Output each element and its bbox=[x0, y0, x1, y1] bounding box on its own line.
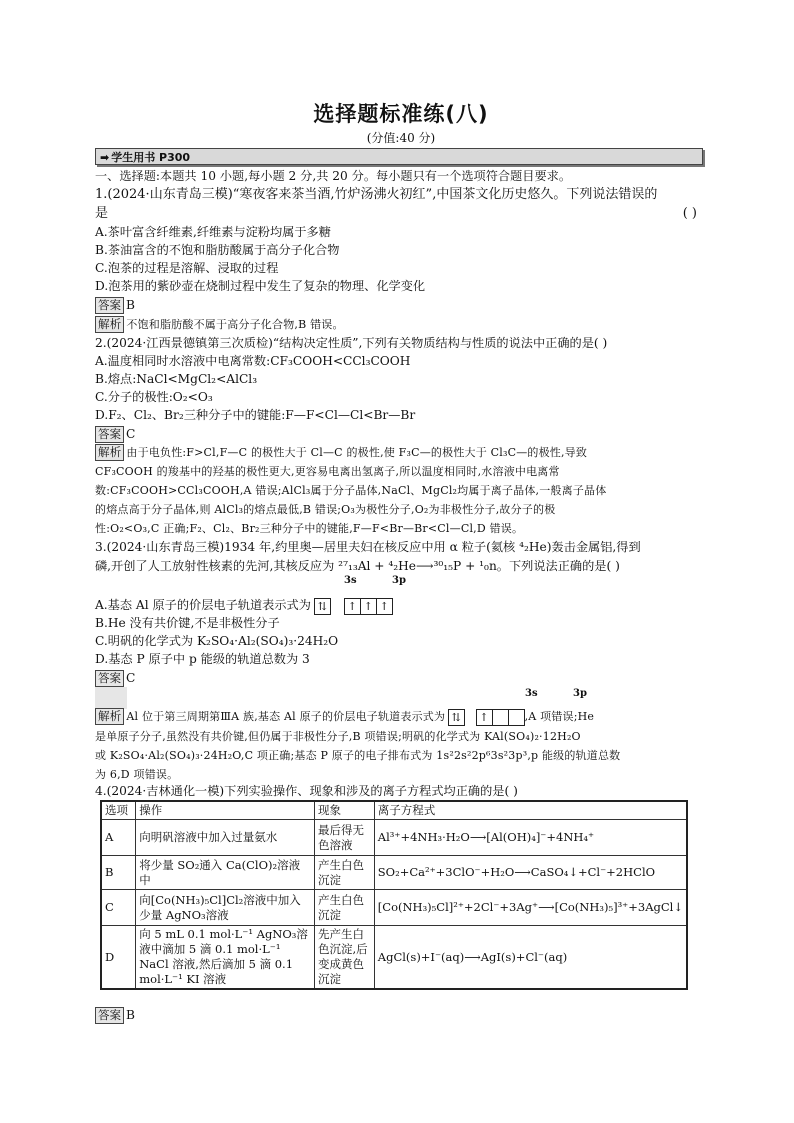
table-row bbox=[101, 856, 687, 890]
q1-stem: 1.(2024·山东青岛三模)“寒夜客来茶当酒,竹炉汤沸火初红”,中国茶文化历史悠久。下列说法错误的 bbox=[95, 187, 658, 202]
q1-answer-row bbox=[95, 296, 705, 314]
q2-answer: C bbox=[126, 427, 136, 441]
q4-table bbox=[100, 800, 688, 990]
orbital-3s-box: ⇅ bbox=[315, 597, 331, 615]
section-intro: 一、选择题:本题共 10 小题,每小题 2 分,共 20 分。每小题只有一个选项符合题目要求。 bbox=[95, 169, 572, 183]
table-cell: 向 5 mL 0.1 mol·L⁻¹ AgNO₃溶液中滴加 5 滴 0.1 mol·L⁻¹ NaCl 溶液,然后滴加 5 滴 0.1 mol·L⁻¹ KI 溶液 bbox=[136, 926, 315, 990]
orbital-label-3p: 3p bbox=[392, 575, 406, 586]
q1-analysis-row bbox=[95, 315, 705, 334]
q2-answer-row bbox=[95, 425, 705, 443]
table-header: 操作 bbox=[136, 801, 315, 820]
q1-answer: B bbox=[126, 298, 135, 312]
analysis-orbital-label-3p: 3p bbox=[573, 688, 587, 699]
table-cell: 产生白色沉淀 bbox=[315, 856, 375, 890]
analysis-tag: 解析 bbox=[95, 708, 124, 725]
q2-stem: 2.(2024·江西景德镇第三次质检)“结构决定性质”,下列有关物质结构与性质的说法中正确的是( ) bbox=[95, 336, 608, 350]
table-cell: 向[Co(NH₃)₅Cl]Cl₂溶液中加入少量 AgNO₃溶液 bbox=[136, 890, 315, 926]
table-cell: 将少量 SO₂通入 Ca(ClO)₂溶液中 bbox=[136, 856, 315, 890]
q2-option-c: C.分子的极性:O₂<O₃ bbox=[95, 390, 213, 404]
table-cell: SO₂+Ca²⁺+3ClO⁻+H₂O⟶CaSO₄↓+Cl⁻+2HClO bbox=[374, 856, 687, 890]
q3-analysis-text-1a: Al 位于第三周期第ⅢA 族,基态 Al 原子的价层电子轨道表示式为 bbox=[126, 710, 446, 723]
book-ref: 学生用书 P300 bbox=[111, 151, 191, 164]
q2-analysis-4: 的熔点高于分子晶体,则 AlCl₃的熔点最低,B 错误;O₃为极性分子,O₂为非极性分子,故分子的极 bbox=[95, 503, 556, 516]
answer-tag: 答案 bbox=[95, 426, 124, 443]
score-note: (分值:40 分) bbox=[366, 131, 436, 145]
q2-option-b: B.熔点:NaCl<MgCl₂<AlCl₃ bbox=[95, 372, 258, 386]
q3-option-b: B.He 没有共价键,不是非极性分子 bbox=[95, 616, 280, 630]
table-header-row bbox=[101, 801, 687, 820]
q2-analysis-1 bbox=[95, 443, 705, 462]
analysis-tag-shade bbox=[95, 687, 127, 709]
q2-analysis-5: 性:O₂<O₃,C 正确;F₂、Cl₂、Br₂三种分子中的键能,F—F<Br—Br<Cl—Cl,D 错误。 bbox=[95, 522, 524, 535]
answer-tag: 答案 bbox=[95, 297, 124, 314]
q3-option-c: C.明矾的化学式为 K₂SO₄·Al₂(SO₄)₃·24H₂O bbox=[95, 634, 339, 648]
q3-answer: C bbox=[126, 671, 136, 685]
answer-tag: 答案 bbox=[95, 1007, 124, 1024]
table-header: 离子方程式 bbox=[374, 801, 687, 820]
q1-option-b: B.茶油富含的不饱和脂肪酸属于高分子化合物 bbox=[95, 243, 340, 257]
table-cell: AgCl(s)+I⁻(aq)⟶AgI(s)+Cl⁻(aq) bbox=[374, 926, 687, 990]
page-title: 选择题标准练(八) bbox=[313, 102, 489, 126]
table-header: 现象 bbox=[315, 801, 375, 820]
table-cell: 产生白色沉淀 bbox=[315, 890, 375, 926]
q3-analysis-4: 为 6,D 项错误。 bbox=[95, 768, 179, 781]
table-cell: B bbox=[101, 856, 136, 890]
book-ref-bar bbox=[95, 148, 703, 165]
table-row bbox=[101, 890, 687, 926]
table-cell: C bbox=[101, 890, 136, 926]
q3-stem-2: 磷,开创了人工放射性核素的先河,其核反应为 ²⁷₁₃Al + ⁴₂He⟶³⁰₁₅P + ¹₀n。下列说法正确的是( ) bbox=[95, 559, 620, 573]
q3-analysis-text-1b: ,A 项错误;He bbox=[524, 710, 595, 723]
q2-option-a: A.温度相同时水溶液中电离常数:CF₃COOH<CCl₃COOH bbox=[95, 354, 411, 368]
q3-answer-row bbox=[95, 669, 705, 687]
table-cell: A bbox=[101, 820, 136, 856]
arrow-right-icon: ➡ bbox=[100, 151, 110, 164]
table-row bbox=[101, 926, 687, 990]
q2-analysis-2: CF₃COOH 的羧基中的羟基的极性更大,更容易电离出氢离子,所以温度相同时,水溶液中电离常 bbox=[95, 465, 560, 478]
table-row bbox=[101, 820, 687, 856]
table-cell: D bbox=[101, 926, 136, 990]
analysis-tag: 解析 bbox=[95, 316, 124, 333]
orbital-label-3s: 3s bbox=[344, 575, 357, 586]
analysis-tag: 解析 bbox=[95, 444, 124, 461]
q1-analysis: 不饱和脂肪酸不属于高分子化合物,B 错误。 bbox=[126, 318, 344, 331]
answer-tag: 答案 bbox=[95, 670, 124, 687]
q3-option-a bbox=[95, 596, 705, 615]
q1-option-a: A.茶叶富含纤维素,纤维素与淀粉均属于多糖 bbox=[95, 225, 331, 239]
table-cell: 先产生白色沉淀,后变成黄色沉淀 bbox=[315, 926, 375, 990]
q4-stem: 4.(2024·吉林通化一模)下列实验操作、现象和涉及的离子方程式均正确的是( ) bbox=[95, 784, 518, 798]
table-header: 选项 bbox=[101, 801, 136, 820]
q3-analysis-1 bbox=[95, 707, 705, 727]
analysis-orbital-3s: ⇅ bbox=[449, 708, 465, 727]
q3-analysis-3: 或 K₂SO₄·Al₂(SO₄)₃·24H₂O,C 项正确;基态 P 原子的电子排布式为 1s²2s²2p⁶3s²3p³,p 能级的轨道总数 bbox=[95, 749, 621, 762]
q2-analysis-3: 数:CF₃COOH>CCl₃COOH,A 错误;AlCl₃属于分子晶体,NaCl、MgCl₂均属于离子晶体,一般离子晶体 bbox=[95, 484, 607, 497]
q1-stem-cont bbox=[95, 205, 705, 223]
q1-option-c: C.泡茶的过程是溶解、浸取的过程 bbox=[95, 261, 279, 275]
q3-stem-1: 3.(2024·山东青岛三模)1934 年,约里奥—居里夫妇在核反应中用 α 粒子(氦核 ⁴₂He)轰击金属铝,得到 bbox=[95, 540, 641, 554]
q3-option-a-text: A.基态 Al 原子的价层电子轨道表示式为 bbox=[95, 598, 311, 612]
table-cell: 最后得无色溶液 bbox=[315, 820, 375, 856]
q3-option-d: D.基态 P 原子中 p 能级的轨道总数为 3 bbox=[95, 652, 310, 666]
orbital-3p-boxes: ↑ ↑ ↑ bbox=[345, 597, 393, 615]
q2-option-d: D.F₂、Cl₂、Br₂三种分子中的键能:F—F<Cl—Cl<Br—Br bbox=[95, 408, 416, 422]
q4-answer-row bbox=[95, 1006, 705, 1024]
analysis-orbital-3p: ↑ bbox=[477, 708, 525, 727]
q4-answer: B bbox=[126, 1008, 135, 1022]
q1-option-d: D.泡茶用的紫砂壶在烧制过程中发生了复杂的物理、化学变化 bbox=[95, 279, 426, 293]
q2-analysis-text-1: 由于电负性:F>Cl,F—C 的极性大于 Cl—C 的极性,使 F₃C—的极性大于 Cl₃C—的极性,导致 bbox=[126, 446, 588, 459]
table-cell: 向明矾溶液中加入过量氨水 bbox=[136, 820, 315, 856]
q1-stem2: 是 bbox=[95, 206, 109, 221]
table-cell: Al³⁺+4NH₃·H₂O⟶[Al(OH)₄]⁻+4NH₄⁺ bbox=[374, 820, 687, 856]
table-cell: [Co(NH₃)₅Cl]²⁺+2Cl⁻+3Ag⁺⟶[Co(NH₃)₅]³⁺+3AgCl↓ bbox=[374, 890, 687, 926]
answer-bracket: ( ) bbox=[682, 206, 697, 221]
q3-analysis-2: 是单原子分子,虽然没有共价键,但仍属于非极性分子,B 项错误;明矾的化学式为 KAl(SO₄)₂·12H₂O bbox=[95, 730, 581, 743]
analysis-orbital-label-3s: 3s bbox=[525, 688, 538, 699]
